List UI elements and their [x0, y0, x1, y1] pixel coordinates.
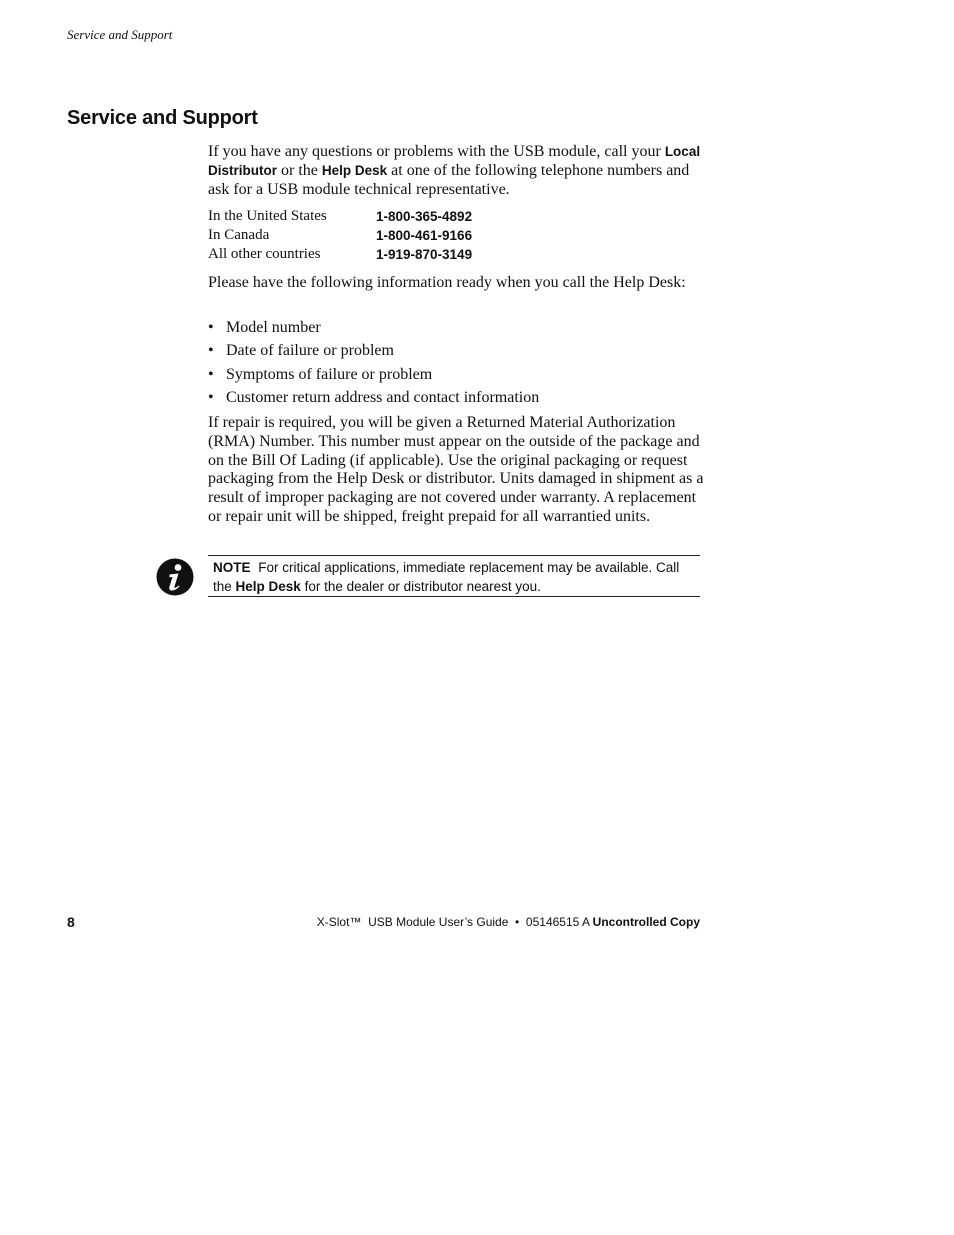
intro-text-1: If you have any questions or problems with the USB module, call your — [208, 143, 665, 160]
list-item — [208, 365, 539, 388]
list-item-text: Date of failure or problem — [226, 342, 394, 360]
copy-status: Uncontrolled Copy — [592, 915, 700, 929]
intro-paragraph — [208, 142, 708, 199]
info-prompt: Please have the following information ready when you call the Help Desk: — [208, 274, 686, 291]
info-checklist — [208, 318, 539, 411]
list-item-text: Customer return address and contact information — [226, 388, 540, 406]
phone-row-canada — [208, 226, 472, 245]
footer-guide-text: X-Slot™ USB Module User’s Guide • 05146515 A — [316, 915, 593, 929]
page-number: 8 — [67, 914, 75, 930]
intro-text-2: or the — [277, 162, 322, 179]
bullet-icon: • — [208, 319, 214, 336]
phone-region: In the United States — [208, 208, 327, 224]
list-item — [208, 318, 539, 341]
intro-text-3: at one of the following telephone numbers and ask for a USB module technical representative. — [208, 162, 690, 198]
phone-region: All other countries — [208, 246, 321, 262]
local-distributor-term: Local Distributor — [208, 144, 701, 178]
bullet-icon: • — [208, 365, 214, 383]
help-desk-term: Help Desk — [235, 578, 301, 594]
footer — [317, 915, 700, 929]
note-box — [208, 555, 700, 597]
phone-number: 1-800-461-9166 — [376, 228, 473, 243]
info-icon — [156, 558, 194, 596]
phone-number: 1-919-870-3149 — [376, 247, 473, 262]
phone-number: 1-800-365-4892 — [376, 209, 473, 224]
repair-paragraph: If repair is required, you will be given a Returned Material Authorization (RMA) Number. This number must appear on the outside of the package and on the Bill Of Lading (if applicable). Use the original packaging or request packaging from the Help Desk or distributor. Units damaged in shipment as a result of improper packaging are not covered under warranty. A replacement or repair unit will be shipped, freight prepaid for all warrantied units. — [208, 414, 704, 525]
list-item-text: Model number — [226, 319, 321, 336]
phone-row-us — [208, 207, 472, 226]
list-item — [208, 388, 539, 411]
list-item — [208, 341, 539, 364]
list-item-text: Symptoms of failure or problem — [226, 365, 433, 383]
section-title: Service and Support — [67, 107, 258, 129]
note-text-2: for the dealer or distributor nearest you. — [300, 578, 541, 594]
phone-list — [208, 207, 472, 264]
phone-region: In Canada — [208, 227, 270, 243]
running-head: Service and Support — [67, 27, 173, 42]
bullet-icon: • — [208, 388, 214, 406]
help-desk-term: Help Desk — [321, 163, 388, 178]
bullet-icon: • — [208, 342, 214, 360]
note-label: NOTE — [213, 560, 251, 575]
note-text-1: For critical applications, immediate replacement may be available. Call the — [213, 560, 680, 594]
phone-row-other — [208, 245, 472, 264]
